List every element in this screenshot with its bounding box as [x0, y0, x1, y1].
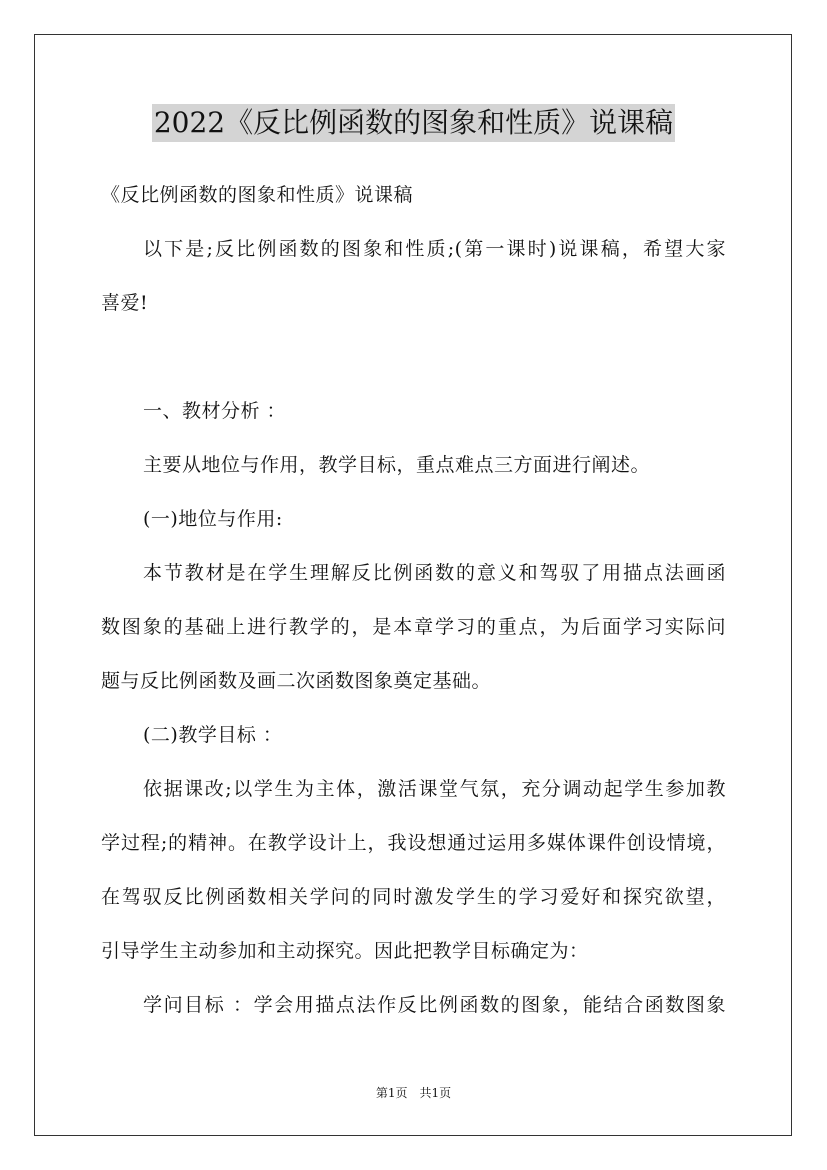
page-number-current: 第1页 — [375, 1086, 408, 1100]
paragraph-line: 数图象的基础上进行教学的，是本章学习的重点，为后面学习实际问 — [101, 616, 726, 638]
section-heading: 一、教材分析 ： — [143, 400, 287, 422]
paragraph-line: 引导学生主动参加和主动探究。因此把教学目标确定为： — [101, 940, 589, 962]
paragraph-line: 本节教材是在学生理解反比例函数的意义和驾驭了用描点法画函 — [143, 562, 726, 584]
subsection-heading: (一)地位与作用: — [143, 508, 283, 530]
document-title: 2022《反比例函数的图象和性质》说课稿 — [152, 104, 675, 142]
paragraph-line: 喜爱! — [101, 292, 149, 314]
paragraph-line: 在驾驭反比例函数相关学问的同时激发学生的学习爱好和探究欲望， — [101, 886, 726, 908]
page-footer — [0, 1085, 827, 1101]
paragraph-line: 以下是;反比例函数的图象和性质;(第一课时)说课稿，希望大家 — [143, 238, 726, 260]
paragraph-line: 题与反比例函数及画二次函数图象奠定基础。 — [101, 670, 492, 692]
paragraph-line: 主要从地位与作用，教学目标，重点难点三方面进行阐述。 — [143, 454, 651, 476]
paragraph-line: 学问目标 ：学会用描点法作反比例函数的图象，能结合函数图象 — [143, 994, 726, 1016]
subtitle-line: 《反比例函数的图象和性质》说课稿 — [101, 184, 414, 206]
subsection-heading: (二)教学目标 ： — [143, 724, 283, 746]
title-container — [0, 104, 827, 142]
paragraph-line: 依据课改;以学生为主体，激活课堂气氛，充分调动起学生参加教 — [143, 778, 726, 800]
paragraph-line: 学过程;的精神。在教学设计上，我设想通过运用多媒体课件创设情境， — [101, 832, 726, 854]
page-number-total: 共1页 — [419, 1086, 452, 1100]
